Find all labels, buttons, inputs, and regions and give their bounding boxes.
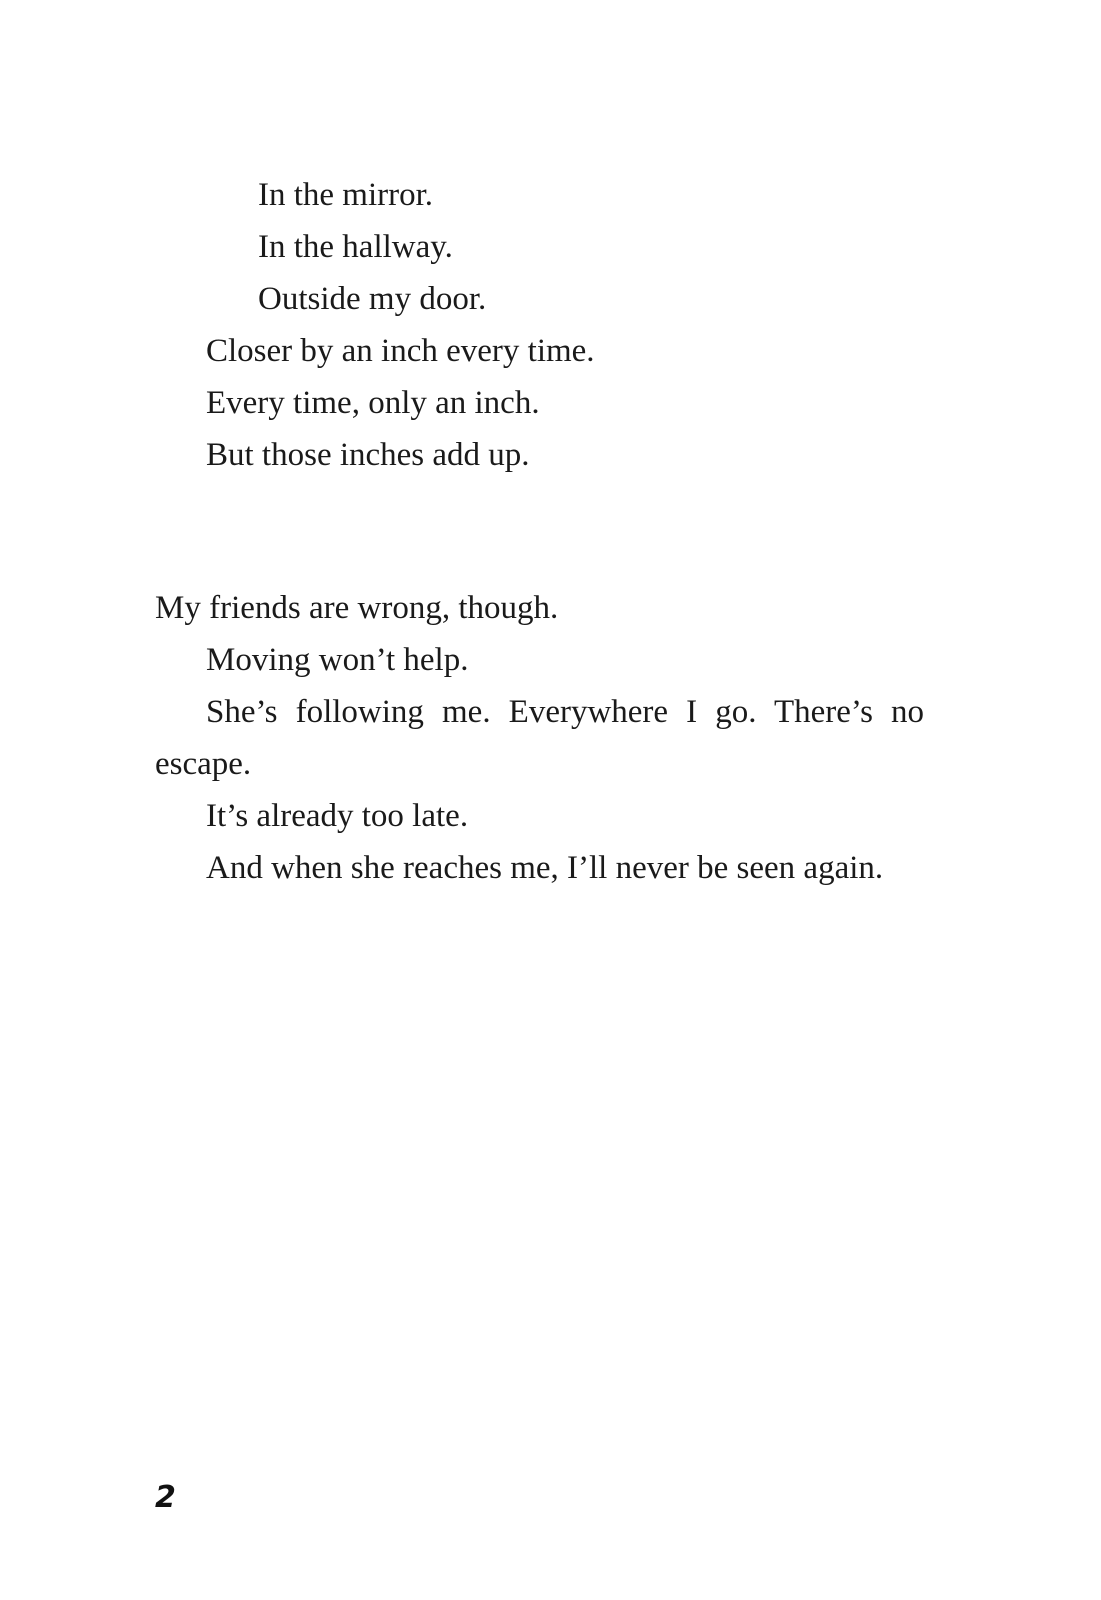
text-line: But those inches add up. <box>206 437 530 473</box>
text-line: escape. <box>155 746 252 782</box>
page-number: 2 <box>155 1480 176 1515</box>
text-line: Outside my door. <box>258 281 487 317</box>
text-line: Every time, only an inch. <box>206 385 540 421</box>
text-line: Closer by an inch every time. <box>206 333 595 369</box>
text-line: In the hallway. <box>258 229 453 265</box>
text-line: It’s already too late. <box>206 798 469 834</box>
text-line: In the mirror. <box>258 177 434 213</box>
text-line: My friends are wrong, though. <box>155 590 559 626</box>
text-line: Moving won’t help. <box>206 642 469 678</box>
text-line: And when she reaches me, I’ll never be seen again. <box>206 850 884 886</box>
text-line: She’s following me. Everywhere I go. There’s no <box>206 694 924 730</box>
